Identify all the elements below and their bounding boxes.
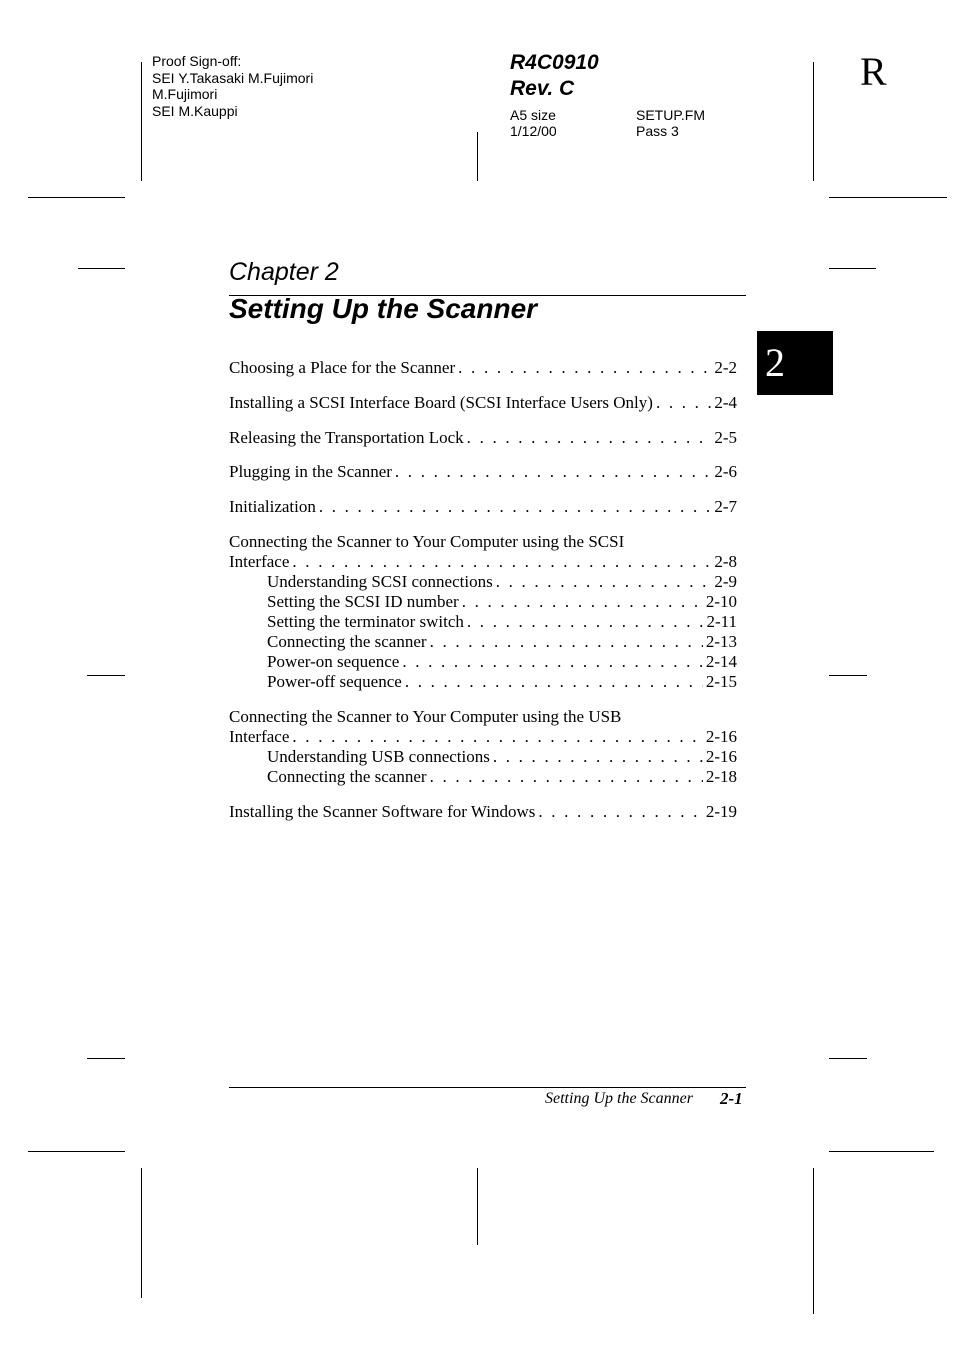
dot-leader (462, 592, 703, 612)
toc-entry (229, 497, 737, 517)
crop-mark (829, 197, 947, 198)
dot-leader (467, 428, 712, 448)
chapter-tab-number: 2 (765, 340, 785, 385)
dot-leader (538, 802, 702, 822)
toc-entry-title: Power-on sequence (267, 651, 400, 671)
footer-page-number: 2-1 (720, 1089, 743, 1108)
proof-line: Proof Sign-off: (152, 53, 242, 69)
toc-entry-title: Power-off sequence (267, 671, 402, 691)
proof-signoff (152, 53, 313, 119)
dot-leader (458, 358, 711, 378)
revision: Rev. C (510, 77, 575, 100)
chapter-title: Setting Up the Scanner (229, 293, 538, 324)
dot-leader (467, 612, 704, 632)
toc-page-number: 2-4 (714, 392, 737, 412)
proof-line: SEI M.Kauppi (152, 102, 238, 119)
crop-mark (477, 1168, 478, 1245)
crop-mark (87, 1058, 125, 1059)
crop-mark (477, 132, 478, 181)
dot-leader (402, 652, 703, 672)
toc-line[interactable] (229, 707, 737, 727)
toc-page-number: 2-7 (714, 497, 737, 517)
crop-mark (141, 62, 142, 181)
toc-entry-title: Connecting the scanner (267, 766, 427, 786)
toc-line[interactable] (229, 552, 737, 572)
crop-mark (829, 1058, 867, 1059)
dot-leader (319, 497, 711, 517)
toc-entry-title: Connecting the Scanner to Your Computer using the USB (229, 706, 622, 726)
toc-subentry[interactable] (229, 672, 737, 692)
toc-page-number: 2-8 (714, 551, 737, 571)
toc-entry-title: Installing the Scanner Software for Windows (229, 801, 536, 821)
toc-subentry[interactable] (229, 747, 737, 767)
toc-entry (229, 462, 737, 482)
crop-mark (829, 1151, 934, 1152)
dot-leader (395, 462, 711, 482)
toc-page-number: 2-6 (714, 462, 737, 482)
toc-entry (229, 532, 737, 692)
toc-subentry[interactable] (229, 652, 737, 672)
toc-entry-title: Setting the terminator switch (267, 611, 464, 631)
toc-page-number: 2-11 (706, 611, 737, 631)
toc-entry (229, 358, 737, 378)
doc-code: R4C0910 (510, 51, 599, 74)
corner-letter: R (860, 49, 887, 94)
toc-entry (229, 428, 737, 448)
pass-number: Pass 3 (636, 123, 679, 139)
toc-entry-title: Installing a SCSI Interface Board (SCSI Interface Users Only) (229, 392, 653, 412)
table-of-contents (229, 358, 737, 836)
toc-line[interactable] (229, 497, 737, 517)
toc-entry (229, 393, 737, 413)
toc-line[interactable] (229, 532, 737, 552)
toc-entry-title: Releasing the Transportation Lock (229, 427, 464, 447)
date: 1/12/00 (510, 123, 557, 139)
crop-mark (78, 268, 125, 269)
dot-leader (656, 393, 711, 413)
toc-line[interactable] (229, 462, 737, 482)
crop-mark (28, 1151, 125, 1152)
toc-line[interactable] (229, 727, 737, 747)
toc-subentry[interactable] (229, 767, 737, 787)
toc-entry-title: Connecting the scanner (267, 631, 427, 651)
toc-page-number: 2-9 (714, 571, 737, 591)
footer-title: Setting Up the Scanner (545, 1090, 693, 1107)
dot-leader (292, 552, 711, 572)
toc-page-number: 2-14 (705, 651, 737, 671)
dot-leader (405, 672, 703, 692)
toc-line[interactable] (229, 802, 737, 822)
toc-subentry[interactable] (229, 612, 737, 632)
toc-page-number: 2-13 (705, 631, 737, 651)
toc-page-number: 2-10 (705, 591, 737, 611)
chapter-label: Chapter 2 (229, 258, 339, 286)
toc-page-number: 2-16 (705, 726, 737, 746)
toc-subentry[interactable] (229, 592, 737, 612)
toc-line[interactable] (229, 358, 737, 378)
crop-mark (28, 197, 125, 198)
toc-subentry[interactable] (229, 632, 737, 652)
toc-page-number: 2-15 (705, 671, 737, 691)
proof-line: SEI Y.Takasaki M.Fujimori (152, 69, 314, 86)
toc-line[interactable] (229, 428, 737, 448)
dot-leader (430, 632, 703, 652)
footer-rule (229, 1087, 746, 1088)
paper-size: A5 size (510, 107, 556, 123)
toc-entry-title: Plugging in the Scanner (229, 462, 392, 482)
toc-entry-title: Setting the SCSI ID number (267, 591, 459, 611)
crop-mark (141, 1168, 142, 1298)
toc-entry-title: Interface (229, 726, 290, 746)
toc-page-number: 2-19 (705, 801, 737, 821)
crop-mark (813, 62, 814, 181)
dot-leader (430, 767, 703, 787)
toc-entry (229, 802, 737, 822)
toc-page-number: 2-16 (705, 746, 737, 766)
file-name: SETUP.FM (636, 107, 705, 123)
crop-mark (829, 268, 876, 269)
crop-mark (829, 675, 867, 676)
proof-line: M.Fujimori (152, 86, 218, 103)
toc-entry-title: Choosing a Place for the Scanner (229, 358, 456, 377)
toc-line[interactable] (229, 393, 737, 413)
toc-entry-title: Understanding USB connections (267, 746, 490, 766)
dot-leader (493, 747, 703, 767)
toc-page-number: 2-5 (714, 427, 737, 447)
toc-entry-title: Understanding SCSI connections (267, 571, 493, 591)
dot-leader (292, 727, 702, 747)
toc-entry-title: Connecting the Scanner to Your Computer using the SCSI (229, 531, 625, 551)
toc-page-number: 2-2 (714, 358, 737, 377)
crop-mark (87, 675, 125, 676)
toc-entry-title: Interface (229, 551, 290, 571)
crop-mark (813, 1168, 814, 1314)
toc-subentry[interactable] (229, 572, 737, 592)
toc-page-number: 2-18 (705, 766, 737, 786)
toc-entry-title: Initialization (229, 497, 316, 517)
toc-entry (229, 707, 737, 787)
document-code-block (510, 50, 599, 102)
dot-leader (496, 572, 712, 592)
